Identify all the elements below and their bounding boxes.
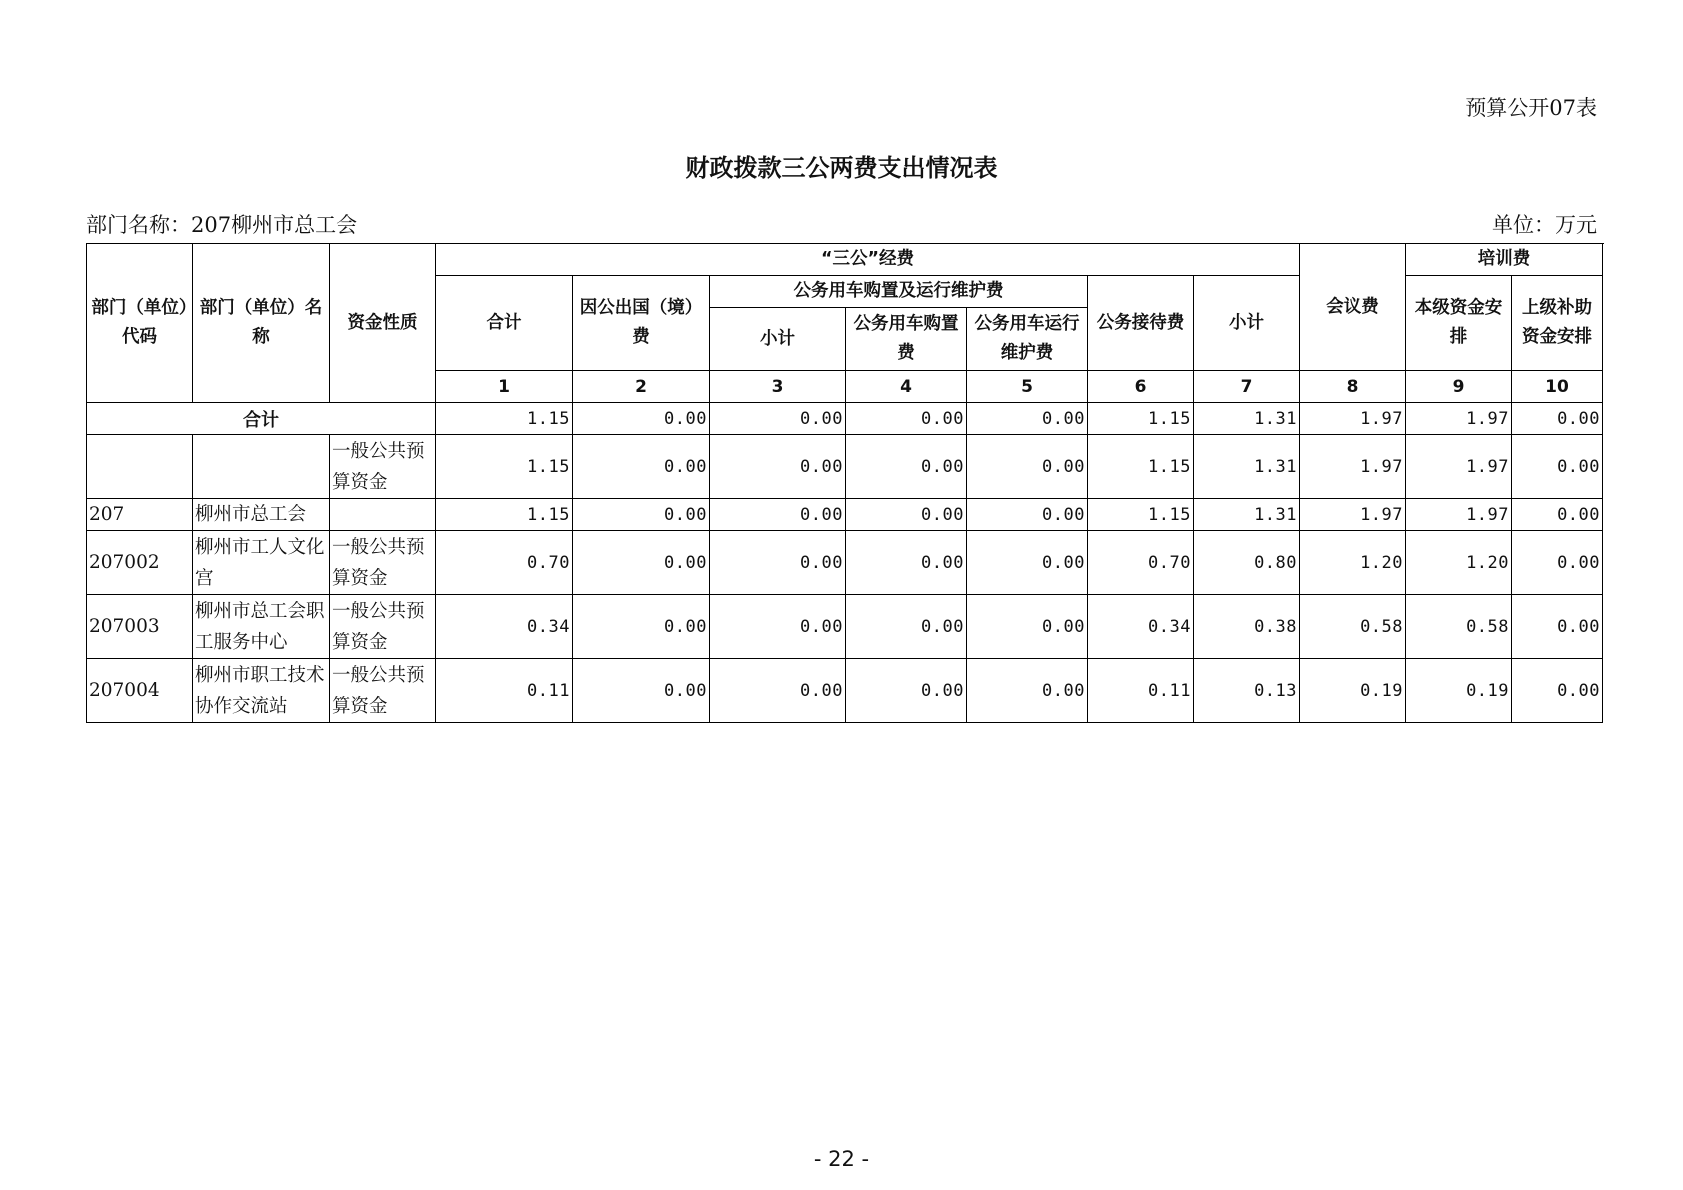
header-dept-name: 部门（单位）名称 [193,244,330,403]
header-vehicle-subtotal: 小计 [710,308,846,371]
value-cell: 1.97 [1406,435,1512,499]
value-cell: 0.00 [1512,403,1603,435]
value-cell: 0.00 [573,499,710,531]
value-cell: 0.00 [710,659,846,723]
value-cell: 1.97 [1300,403,1406,435]
value-cell: 0.00 [967,659,1088,723]
dept-code-cell: 207004 [87,659,193,723]
value-cell: 1.15 [1088,435,1194,499]
dept-code-cell: 207003 [87,595,193,659]
value-cell: 0.00 [1512,499,1603,531]
table-code: 预算公开07表 [1465,96,1597,120]
unit-label: 单位：万元 [1492,213,1597,237]
header-training-subtotal: 小计 [1194,276,1300,371]
value-cell: 0.70 [436,531,573,595]
column-number: 3 [710,371,846,403]
column-number: 2 [573,371,710,403]
column-number: 6 [1088,371,1194,403]
value-cell: 1.15 [436,499,573,531]
value-cell: 1.97 [1406,499,1512,531]
column-number: 9 [1406,371,1512,403]
header-vehicle-group: 公务用车购置及运行维护费 [710,276,1088,308]
fund-nature-cell: 一般公共预算资金 [330,435,436,499]
value-cell: 0.00 [573,403,710,435]
value-cell: 1.31 [1194,499,1300,531]
column-number: 4 [846,371,967,403]
value-cell: 1.15 [1088,499,1194,531]
value-cell: 1.97 [1300,435,1406,499]
value-cell: 0.00 [846,531,967,595]
value-cell: 0.00 [573,531,710,595]
value-cell: 1.15 [436,435,573,499]
value-cell: 0.00 [967,435,1088,499]
total-label: 合计 [87,403,436,435]
value-cell: 0.00 [573,435,710,499]
header-fund-nature: 资金性质 [330,244,436,403]
value-cell: 0.00 [846,403,967,435]
total-row [87,403,1603,435]
value-cell: 0.00 [846,659,967,723]
value-cell: 0.38 [1194,595,1300,659]
value-cell: 0.00 [1512,595,1603,659]
dept-code-cell: 207 [87,499,193,531]
document-title: 财政拨款三公两费支出情况表 [685,154,998,182]
value-cell: 0.19 [1406,659,1512,723]
value-cell: 0.00 [846,595,967,659]
header-meeting: 会议费 [1300,244,1406,371]
value-cell: 0.00 [710,435,846,499]
header-training-own: 本级资金安排 [1406,276,1512,371]
header-vehicle-purchase: 公务用车购置费 [846,308,967,371]
value-cell: 0.00 [846,499,967,531]
value-cell: 0.11 [436,659,573,723]
value-cell: 0.00 [967,403,1088,435]
fund-nature-cell: 一般公共预算资金 [330,595,436,659]
value-cell: 0.80 [1194,531,1300,595]
value-cell: 0.19 [1300,659,1406,723]
value-cell: 0.00 [573,595,710,659]
value-cell: 0.00 [710,499,846,531]
department-label: 部门名称：207柳州市总工会 [86,213,358,237]
header-training-upper: 上级补助资金安排 [1512,276,1603,371]
value-cell: 0.58 [1406,595,1512,659]
value-cell: 0.58 [1300,595,1406,659]
value-cell: 1.97 [1406,403,1512,435]
value-cell: 0.00 [1512,435,1603,499]
value-cell: 0.34 [436,595,573,659]
column-number: 10 [1512,371,1603,403]
value-cell: 1.97 [1300,499,1406,531]
value-cell: 0.34 [1088,595,1194,659]
header-three-public: “三公”经费 [436,244,1300,276]
header-abroad: 因公出国（境）费 [573,276,710,371]
value-cell: 0.00 [1512,659,1603,723]
value-cell: 1.31 [1194,403,1300,435]
dept-code-cell [87,435,193,499]
table-row [87,499,1603,531]
page-number: - 22 - [813,1147,870,1171]
header-subtotal: 合计 [436,276,573,371]
fund-nature-cell: 一般公共预算资金 [330,531,436,595]
value-cell: 1.20 [1406,531,1512,595]
value-cell: 0.13 [1194,659,1300,723]
column-number: 7 [1194,371,1300,403]
value-cell: 0.00 [967,595,1088,659]
dept-code-cell: 207002 [87,531,193,595]
fund-nature-cell: 一般公共预算资金 [330,659,436,723]
table-row [87,595,1603,659]
value-cell: 0.00 [967,499,1088,531]
value-cell: 0.00 [846,435,967,499]
value-cell: 0.11 [1088,659,1194,723]
value-cell: 0.00 [710,403,846,435]
dept-name-cell: 柳州市总工会职工服务中心 [193,595,330,659]
column-number: 8 [1300,371,1406,403]
value-cell: 0.70 [1088,531,1194,595]
header-vehicle-operation: 公务用车运行维护费 [967,308,1088,371]
column-number: 5 [967,371,1088,403]
value-cell: 1.15 [436,403,573,435]
header-reception: 公务接待费 [1088,276,1194,371]
column-number: 1 [436,371,573,403]
fund-nature-cell [330,499,436,531]
expenditure-table [86,243,1603,723]
dept-name-cell: 柳州市总工会 [193,499,330,531]
value-cell: 1.15 [1088,403,1194,435]
table-row [87,435,1603,499]
dept-name-cell: 柳州市工人文化宫 [193,531,330,595]
dept-name-cell: 柳州市职工技术协作交流站 [193,659,330,723]
table-row [87,531,1603,595]
value-cell: 0.00 [967,531,1088,595]
value-cell: 1.20 [1300,531,1406,595]
table-row [87,659,1603,723]
header-dept-code: 部门（单位）代码 [87,244,193,403]
dept-name-cell [193,435,330,499]
header-training-group: 培训费 [1406,244,1603,276]
value-cell: 0.00 [710,595,846,659]
value-cell: 0.00 [573,659,710,723]
value-cell: 0.00 [1512,531,1603,595]
value-cell: 0.00 [710,531,846,595]
value-cell: 1.31 [1194,435,1300,499]
